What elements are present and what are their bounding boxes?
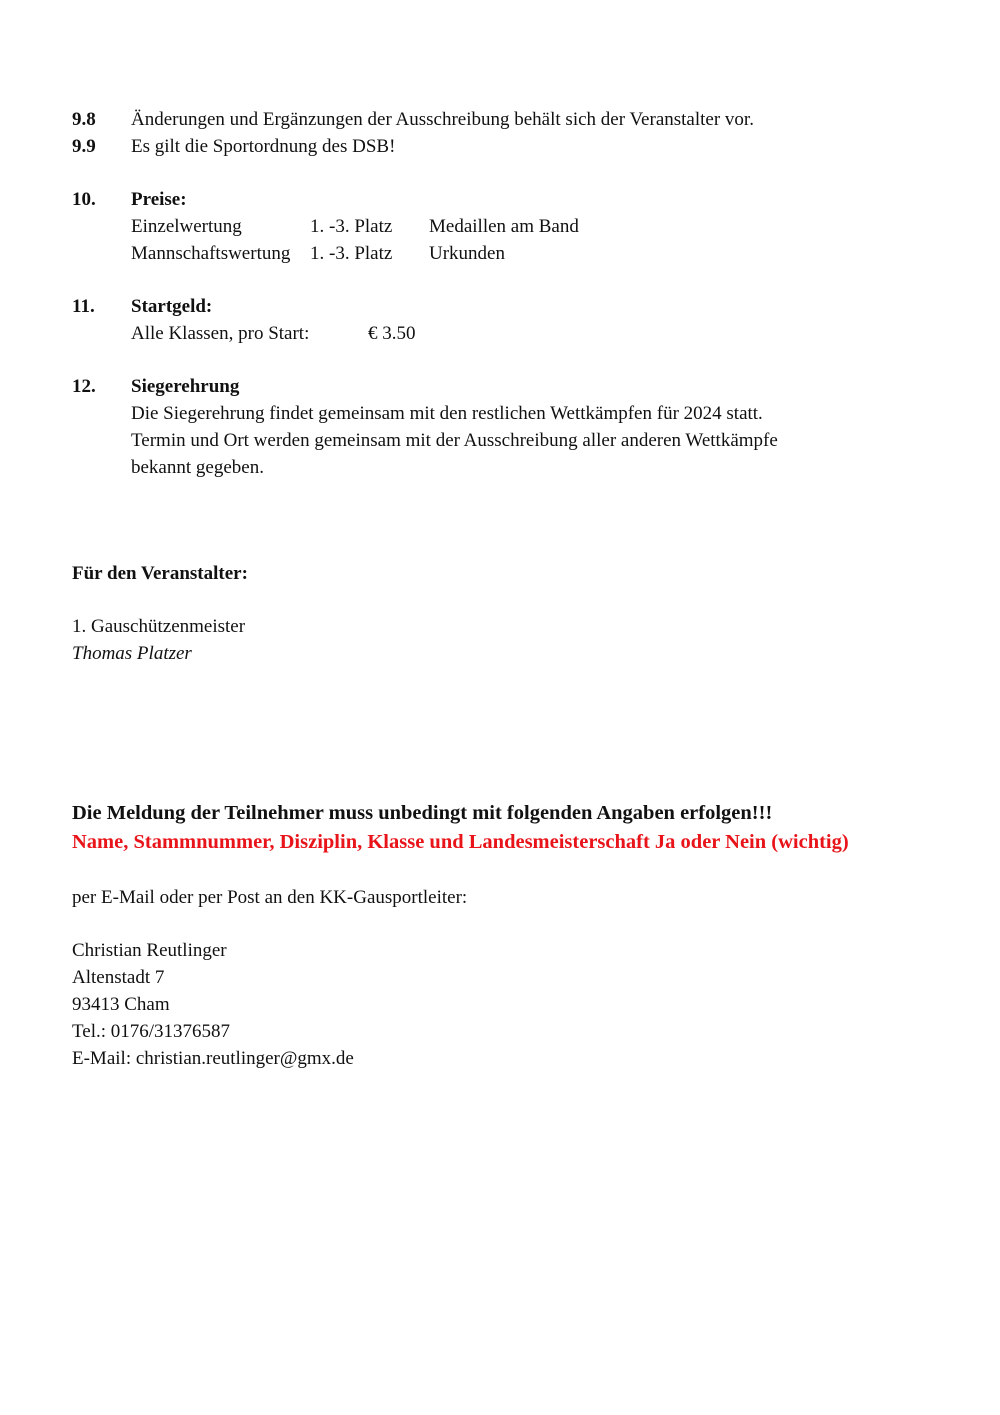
section-text-9-9: Es gilt die Sportordnung des DSB! — [131, 136, 396, 157]
organizer-role: 1. Gauschützenmeister — [72, 616, 246, 637]
contact-city: 93413 Cham — [72, 994, 170, 1015]
section-number-9-8: 9.8 — [72, 109, 96, 130]
prize-row-prize: Medaillen am Band — [429, 216, 579, 237]
fee-label: Alle Klassen, pro Start: — [131, 323, 310, 344]
fee-amount: € 3.50 — [368, 323, 416, 344]
section-number-12: 12. — [72, 376, 96, 397]
contact-phone: Tel.: 0176/31376587 — [72, 1021, 231, 1042]
contact-street: Altenstadt 7 — [72, 967, 165, 988]
prize-row-label: Mannschaftswertung — [131, 243, 291, 264]
registration-notice: Die Meldung der Teilnehmer muss unbedingt mit folgenden Angaben erfolgen!!! — [72, 802, 773, 824]
registration-via: per E-Mail oder per Post an den KK-Gausportleiter: — [72, 887, 468, 908]
section-number-11: 11. — [72, 296, 95, 317]
prize-row-label: Einzelwertung — [131, 216, 242, 237]
contact-name: Christian Reutlinger — [72, 940, 227, 961]
prize-row-rank: 1. -3. Platz — [310, 216, 393, 237]
ceremony-line: bekannt gegeben. — [131, 457, 264, 478]
section-text-9-8: Änderungen und Ergänzungen der Ausschreibung behält sich der Veranstalter vor. — [131, 109, 754, 130]
prize-row-rank: 1. -3. Platz — [310, 243, 393, 264]
section-number-10: 10. — [72, 189, 96, 210]
ceremony-line: Die Siegerehrung findet gemeinsam mit den restlichen Wettkämpfen für 2024 statt. — [131, 403, 763, 424]
prize-row-prize: Urkunden — [429, 243, 505, 264]
section-title-startgeld: Startgeld: — [131, 296, 213, 317]
organizer-name: Thomas Platzer — [72, 643, 192, 664]
section-title-preise: Preise: — [131, 189, 187, 210]
registration-required-fields: Name, Stammnummer, Disziplin, Klasse und Landesmeisterschaft Ja oder Nein (wichtig) — [72, 831, 849, 853]
organizer-heading: Für den Veranstalter: — [72, 563, 248, 584]
ceremony-line: Termin und Ort werden gemeinsam mit der Ausschreibung aller anderen Wettkämpfe — [131, 430, 778, 451]
section-number-9-9: 9.9 — [72, 136, 96, 157]
contact-email[interactable]: E-Mail: christian.reutlinger@gmx.de — [72, 1048, 354, 1069]
section-title-siegerehrung: Siegerehrung — [131, 376, 240, 397]
